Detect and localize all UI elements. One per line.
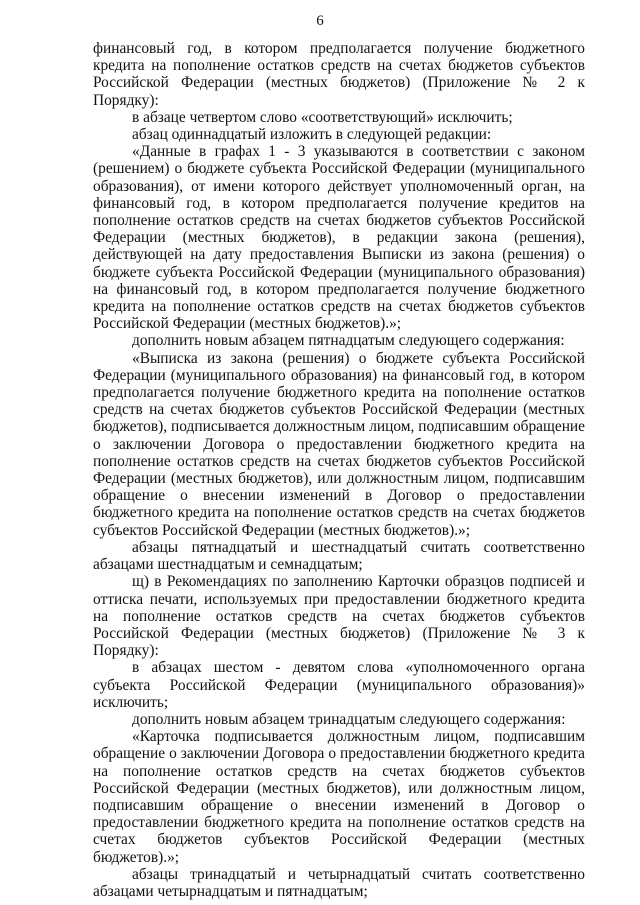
page-number: 6 [316,13,324,29]
paragraph-add-thirteenth: дополнить новым абзацем тринадцатым следующего содержания: [132,710,566,728]
paragraph-quoted-card: «Карточка подписывается должностным лицом, подписавшим обращение о заключении Договора о предоставлении бюджетного кредита на пополнение остатков средств на счетах бюджетов субъектов Российской Федерации (местных бюджетов), или должностным лицом, подписавшим обращение о внесении изменений в Договор о предоставлении бюджетного кредита на пополнение остатков средств на счетах бюджетов субъектов Российской Федерации (местных бюджетов).»; [93,728,585,866]
document-body [93,40,585,900]
paragraph-continuation: финансовый год, в котором предполагается получение бюджетного кредита на пополнение остатков средств на счетах бюджетов субъектов Российской Федерации (местных бюджетов) (Приложение № 2 к Порядку): [93,40,585,109]
paragraph-item-shch: щ) в Рекомендациях по заполнению Карточки образцов подписей и оттиска печати, используемых при предоставлении бюджетного кредита на пополнение остатков средств на счетах бюджетов субъектов Российской Федерации (местных бюджетов) (Приложение № 3 к Порядку): [93,573,585,660]
paragraph-renumber-1: абзацы пятнадцатый и шестнадцатый считать соответственно абзацами шестнадцатым и семнадцатым; [93,538,585,574]
paragraph-renumber-2: абзацы тринадцатый и четырнадцатый считать соответственно абзацами четырнадцатым и пятнадцатым; [93,865,585,900]
paragraph-amendment-word: в абзаце четвертом слово «соответствующий» исключить; [132,108,513,126]
paragraph-delete-words: в абзацах шестом - девятом слова «уполномоченного органа субъекта Российской Федерации (муниципального образования)» исключить; [93,659,585,711]
paragraph-quoted-data: «Данные в графах 1 - 3 указываются в соответствии с законом (решением) о бюджете субъекта Российской Федерации (муниципального образования), от имени которого действует уполномоченный орган, на финансовый год, в котором предполагается получение кредитов на пополнение остатков средств на счетах бюджетов субъектов Российской Федерации (местных бюджетов), в редакции закона (решения), действующей на дату предоставления Выписки из закона (решения) о бюджете субъекта Российской Федерации (муниципального образования) на финансовый год, в котором предполагается получение бюджетного кредита на пополнение остатков средств на счетах бюджетов субъектов Российской Федерации (местных бюджетов).»; [93,143,585,333]
paragraph-add-fifteenth: дополнить новым абзацем пятнадцатым следующего содержания: [132,332,565,350]
paragraph-quoted-extract: «Выписка из закона (решения) о бюджете субъекта Российской Федерации (муниципального образования) на финансовый год, в котором предполагается получение бюджетного кредита на пополнение остатков средств на счетах бюджетов субъектов Российской Федерации (местных бюджетов), подписывается должностным лицом, подписавшим обращение о заключении Договора о предоставлении бюджетного кредита на пополнение остатков средств на счетах бюджетов субъектов Российской Федерации (местных бюджетов), или должностным лицом, подписавшим обращение о внесении изменений в Договор о предоставлении бюджетного кредита на пополнение остатков средств на счетах бюджетов субъектов Российской Федерации (местных бюджетов).»; [93,349,585,539]
paragraph-amendment-intro: абзац одиннадцатый изложить в следующей редакции: [132,126,492,144]
